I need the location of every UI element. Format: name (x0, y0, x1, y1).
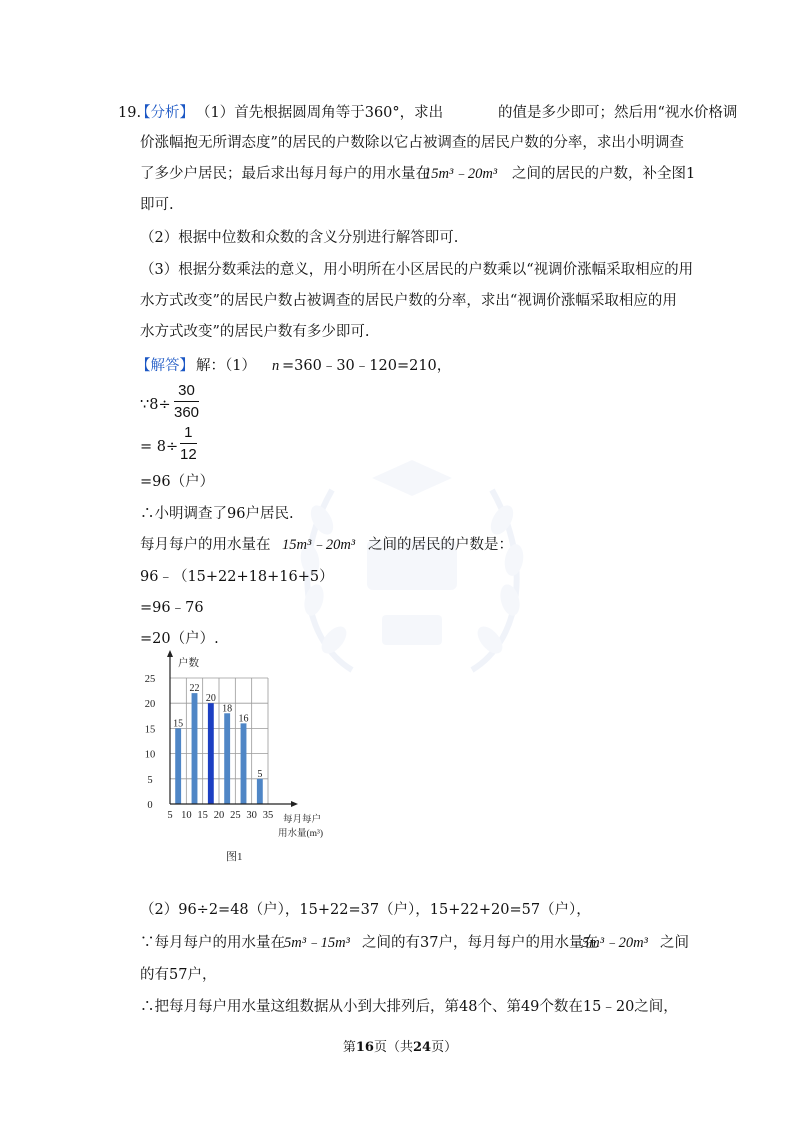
answer-text: 96﹣（15+22+18+16+5） (140, 569, 334, 585)
answer-text: ∴把每月每户用水量这组数据从小到大排列后，第48个、第49个数在15﹣20之间， (140, 999, 678, 1015)
analysis-text: （3）根据分数乘法的意义，用小明所在小区居民的户数乘以“视调价涨幅采取相应的用 (140, 262, 694, 278)
x-tick-label: 15 (197, 810, 208, 821)
answer-text: =20（户）. (140, 631, 219, 647)
y-tick-label: 25 (144, 674, 156, 685)
analysis-text: （2）根据中位数和众数的含义分别进行解答即可. (140, 230, 459, 246)
answer-text: 之间的居民的户数是： (368, 537, 513, 553)
answer-text: ∴小明调查了96户居民. (140, 506, 294, 522)
answer-text: 之间 (660, 935, 689, 951)
fraction-denominator: 360 (174, 404, 200, 421)
bar (241, 723, 247, 804)
fraction-numerator: 30 (174, 382, 199, 402)
x-axis-label-line2: 用水量(m³) (278, 829, 324, 839)
bar-chart (138, 648, 348, 868)
analysis-text: 的值是多少即可；然后用“视水价格调 (498, 105, 738, 121)
fraction-30-360 (174, 382, 199, 421)
bar-data-label: 5 (257, 768, 263, 780)
analysis-text: 水方式改变”的居民户数有多少即可. (140, 324, 370, 340)
analysis-text: 水方式改变”的居民户数占被调查的居民户数的分率，求出“视调价涨幅采取相应的用 (140, 293, 677, 309)
page-footer (0, 1036, 800, 1055)
answer-text: （2）96÷2=48（户），15+22=37（户），15+22+20=57（户）， (140, 902, 591, 918)
x-tick-label: 20 (213, 810, 225, 821)
fraction-denominator: 12 (180, 446, 197, 463)
variable-n: n (272, 358, 280, 374)
analysis-tag: 【分析】 (136, 105, 194, 121)
footer-prefix: 第 (342, 1040, 356, 1055)
x-axis-label-line1: 每月每户 (283, 815, 322, 825)
math-range: 15m³﹣20m³ (282, 537, 356, 553)
answer-tag: 【解答】 (136, 358, 194, 374)
answer-text: ∵每月每户的用水量在 (140, 935, 285, 951)
analysis-text: 之间的居民的户数，补全图1 (512, 166, 696, 182)
y-tick-label: 0 (147, 800, 153, 811)
chart-caption: 图1 (226, 851, 243, 863)
y-axis-arrow (167, 650, 173, 657)
bar (257, 779, 263, 804)
footer-page-number: 16 (355, 1040, 374, 1055)
math-range: 15m³﹣20m³ (424, 166, 498, 182)
bar (192, 693, 198, 804)
y-tick-label: 20 (144, 699, 156, 711)
math-range: 5m³﹣20m³ (582, 935, 648, 951)
answer-text: 每月每户的用水量在 (140, 537, 271, 553)
fraction-numerator: 1 (180, 424, 197, 444)
x-axis-arrow (291, 801, 298, 807)
answer-text: 解：（1） (196, 358, 256, 374)
footer-suffix: 页） (431, 1040, 458, 1055)
problem-number: 19. (118, 105, 142, 121)
analysis-text: 价涨幅抱无所谓态度”的居民的户数除以它占被调查的居民户数的分率，求出小明调查 (140, 135, 684, 151)
answer-text: ∵8÷ (140, 397, 171, 413)
answer-text: =96﹣76 (140, 600, 204, 616)
fraction-1-12 (180, 424, 197, 463)
bar-data-label: 18 (222, 703, 233, 715)
bar-data-label: 15 (173, 718, 184, 730)
footer-middle: 页（共 (373, 1040, 413, 1055)
x-tick-label: 5 (167, 810, 173, 821)
bar-data-label: 20 (205, 693, 216, 705)
y-tick-label: 15 (144, 724, 156, 736)
analysis-text: （1）首先根据圆周角等于360°，求出 (196, 105, 444, 121)
footer-total-pages: 24 (413, 1040, 432, 1055)
bar (175, 728, 181, 804)
bar-data-label: 16 (238, 713, 249, 725)
answer-text: 的有57户， (140, 967, 217, 983)
x-tick-label: 35 (262, 810, 274, 821)
y-axis-label: 户数 (178, 658, 199, 669)
x-tick-label: 10 (181, 810, 192, 821)
answer-text: = 8÷ (140, 439, 179, 455)
analysis-text: 即可. (140, 197, 174, 213)
x-tick-label: 25 (230, 810, 241, 821)
y-tick-label: 5 (147, 774, 153, 786)
answer-text: =96（户） (140, 474, 215, 490)
answer-text: 之间的有37户，每月每户的用水量在 (362, 935, 598, 951)
analysis-text: 了多少户居民；最后求出每月每户的用水量在 (140, 166, 430, 182)
bar (224, 713, 230, 804)
x-tick-label: 30 (246, 810, 257, 821)
math-range: 5m³﹣15m³ (284, 935, 350, 951)
bar-data-label: 22 (189, 683, 200, 695)
y-tick-label: 10 (144, 749, 156, 761)
bar (208, 703, 214, 804)
answer-text: =360﹣30﹣120=210， (282, 358, 452, 374)
